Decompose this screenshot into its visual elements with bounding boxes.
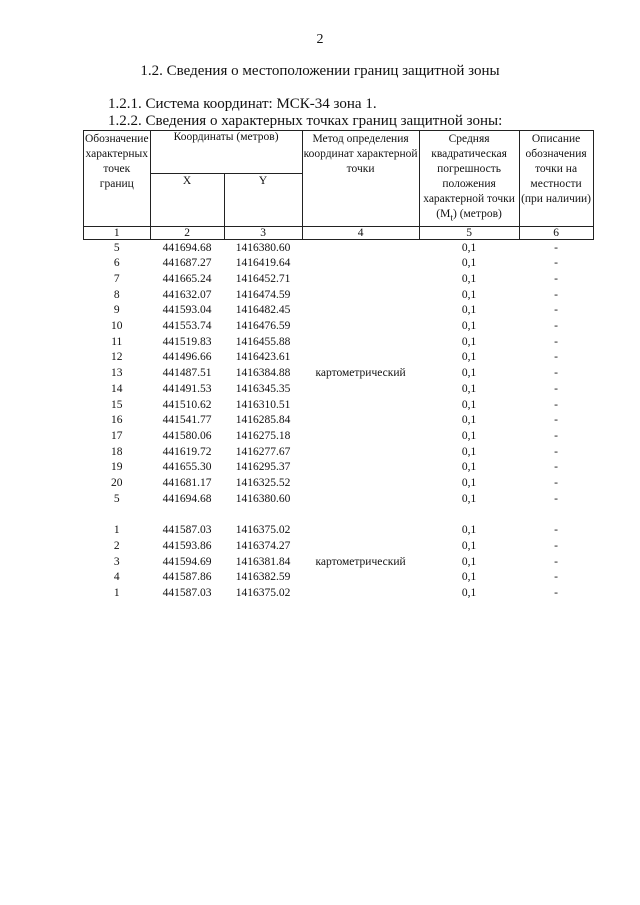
- point-number: 9: [113, 304, 120, 317]
- description-value: -: [554, 398, 558, 411]
- coordinate-x: 441553.74: [162, 320, 212, 333]
- description-value: -: [554, 476, 558, 489]
- point-number: 3: [113, 555, 120, 568]
- coordinate-x: 441655.30: [162, 461, 212, 474]
- header-y: Y: [224, 174, 302, 227]
- coordinate-y: 1416380.60: [235, 241, 291, 254]
- accuracy-value: 0,1: [461, 555, 477, 568]
- coordinate-x: 441491.53: [162, 382, 212, 395]
- coordinate-x: 441587.86: [162, 571, 212, 584]
- coordinate-y: 1416476.59: [235, 320, 291, 333]
- table-row: [84, 523, 594, 539]
- header-method: Метод определения координат характерной точки: [302, 131, 419, 227]
- description-value: -: [554, 571, 558, 584]
- description-value: -: [554, 257, 558, 270]
- coordinate-x: 441681.17: [162, 476, 212, 489]
- coordinate-x: 441632.07: [162, 288, 212, 301]
- coordinate-x: 441487.51: [162, 367, 212, 380]
- point-number: 4: [113, 571, 120, 584]
- accuracy-value: 0,1: [461, 241, 477, 254]
- section-title: 1.2. Сведения о местоположении границ защитной зоны: [140, 63, 500, 79]
- description-value: -: [554, 382, 558, 395]
- description-value: -: [554, 273, 558, 286]
- coordinate-x: 441694.68: [162, 241, 212, 254]
- coordinate-y: 1416452.71: [235, 273, 291, 286]
- accuracy-value: 0,1: [461, 257, 477, 270]
- point-number: 12: [111, 351, 123, 364]
- description-value: -: [554, 540, 558, 553]
- accuracy-value: 0,1: [461, 524, 477, 537]
- point-number: 1: [113, 587, 120, 600]
- header-accuracy-unit: ) (метров): [453, 208, 502, 220]
- point-number: 19: [111, 461, 123, 474]
- coordinate-y: 1416375.02: [235, 587, 291, 600]
- coordinate-x: 441694.68: [162, 492, 212, 505]
- column-number: 1: [84, 227, 151, 240]
- accuracy-value: 0,1: [461, 398, 477, 411]
- point-number: 5: [113, 492, 120, 505]
- coordinate-y: 1416277.67: [235, 445, 291, 458]
- coordinate-y: 1416482.45: [235, 304, 291, 317]
- coordinate-x: 441510.62: [162, 398, 212, 411]
- description-value: -: [554, 320, 558, 333]
- description-value: -: [554, 414, 558, 427]
- point-number: 7: [113, 273, 120, 286]
- column-number: 2: [150, 227, 224, 240]
- point-number: 14: [111, 382, 123, 395]
- accuracy-value: 0,1: [461, 304, 477, 317]
- point-number: 5: [113, 241, 120, 254]
- group-separator-cell: [84, 507, 594, 523]
- header-description: Описание обозначения точки на местности (при наличии): [519, 131, 593, 227]
- accuracy-value: 0,1: [461, 571, 477, 584]
- coordinate-x: 441687.27: [162, 257, 212, 270]
- accuracy-value: 0,1: [461, 351, 477, 364]
- description-value: -: [554, 367, 558, 380]
- accuracy-value: 0,1: [461, 288, 477, 301]
- boundary-points-table: [83, 130, 594, 601]
- coordinate-y: 1416285.84: [235, 414, 291, 427]
- method-cell: картометрический: [315, 367, 406, 380]
- accuracy-value: 0,1: [461, 492, 477, 505]
- column-number: 5: [419, 227, 519, 240]
- description-value: -: [554, 304, 558, 317]
- header-coordinates: Координаты (метров): [150, 131, 302, 174]
- accuracy-value: 0,1: [461, 320, 477, 333]
- coordinate-y: 1416275.18: [235, 429, 291, 442]
- coordinate-x: 441496.66: [162, 351, 212, 364]
- point-number: 1: [113, 524, 120, 537]
- description-value: -: [554, 351, 558, 364]
- description-value: -: [554, 587, 558, 600]
- accuracy-value: 0,1: [461, 476, 477, 489]
- accuracy-value: 0,1: [461, 414, 477, 427]
- description-value: -: [554, 241, 558, 254]
- point-number: 13: [111, 367, 123, 380]
- coordinate-y: 1416325.52: [235, 476, 291, 489]
- description-value: -: [554, 288, 558, 301]
- accuracy-value: 0,1: [461, 461, 477, 474]
- header-accuracy-subscript: t: [450, 212, 453, 224]
- accuracy-value: 0,1: [461, 367, 477, 380]
- point-number: 18: [111, 445, 123, 458]
- column-number: 6: [519, 227, 593, 240]
- column-number: 4: [302, 227, 419, 240]
- coordinate-y: 1416295.37: [235, 461, 291, 474]
- coordinate-x: 441619.72: [162, 445, 212, 458]
- coordinate-y: 1416345.35: [235, 382, 291, 395]
- coordinate-x: 441587.03: [162, 524, 212, 537]
- coordinate-y: 1416384.88: [235, 367, 291, 380]
- column-number-row: [84, 227, 594, 240]
- description-value: -: [554, 555, 558, 568]
- point-number: 17: [111, 429, 123, 442]
- table-row: [84, 240, 594, 256]
- page-number: 2: [316, 32, 324, 47]
- description-value: -: [554, 492, 558, 505]
- coordinate-x: 441594.69: [162, 555, 212, 568]
- column-number: 3: [224, 227, 302, 240]
- coordinate-x: 441593.04: [162, 304, 212, 317]
- accuracy-value: 0,1: [461, 445, 477, 458]
- accuracy-value: 0,1: [461, 382, 477, 395]
- coordinate-y: 1416381.84: [235, 555, 291, 568]
- point-number: 20: [111, 476, 123, 489]
- coordinate-y: 1416455.88: [235, 335, 291, 348]
- point-number: 10: [111, 320, 123, 333]
- coordinate-y: 1416310.51: [235, 398, 291, 411]
- description-value: -: [554, 429, 558, 442]
- accuracy-value: 0,1: [461, 335, 477, 348]
- method-cell: картометрический: [315, 555, 406, 568]
- point-number: 16: [111, 414, 123, 427]
- header-x: X: [150, 174, 224, 227]
- coordinate-x: 441519.83: [162, 335, 212, 348]
- accuracy-value: 0,1: [461, 540, 477, 553]
- accuracy-value: 0,1: [461, 587, 477, 600]
- point-number: 11: [111, 335, 123, 348]
- point-number: 6: [113, 257, 120, 270]
- point-number: 8: [113, 288, 120, 301]
- group-separator: [84, 507, 594, 523]
- coordinate-x: 441541.77: [162, 414, 212, 427]
- header-accuracy-text: Средняя квадратическая погрешность положения характерной точки (M: [423, 133, 515, 220]
- points-table-title: 1.2.2. Сведения о характерных точках границ защитной зоны:: [108, 113, 503, 129]
- coordinate-x: 441593.86: [162, 540, 212, 553]
- coordinate-x: 441580.06: [162, 429, 212, 442]
- table-body: [84, 240, 594, 602]
- description-value: -: [554, 524, 558, 537]
- description-value: -: [554, 335, 558, 348]
- point-number: 2: [113, 540, 120, 553]
- coordinate-y: 1416375.02: [235, 524, 291, 537]
- coordinate-y: 1416382.59: [235, 571, 291, 584]
- header-designation: Обозначение характерных точек границ: [84, 131, 151, 227]
- coordinate-y: 1416423.61: [235, 351, 291, 364]
- coordinate-x: 441587.03: [162, 587, 212, 600]
- header-accuracy: [419, 131, 519, 227]
- coordinate-y: 1416419.64: [235, 257, 291, 270]
- coordinate-y: 1416374.27: [235, 540, 291, 553]
- coordinate-y: 1416474.59: [235, 288, 291, 301]
- coordinate-y: 1416380.60: [235, 492, 291, 505]
- accuracy-value: 0,1: [461, 429, 477, 442]
- coordinate-x: 441665.24: [162, 273, 212, 286]
- description-value: -: [554, 461, 558, 474]
- description-value: -: [554, 445, 558, 458]
- accuracy-value: 0,1: [461, 273, 477, 286]
- coordinate-system-line: 1.2.1. Система координат: МСК-34 зона 1.: [108, 96, 377, 112]
- point-number: 15: [111, 398, 123, 411]
